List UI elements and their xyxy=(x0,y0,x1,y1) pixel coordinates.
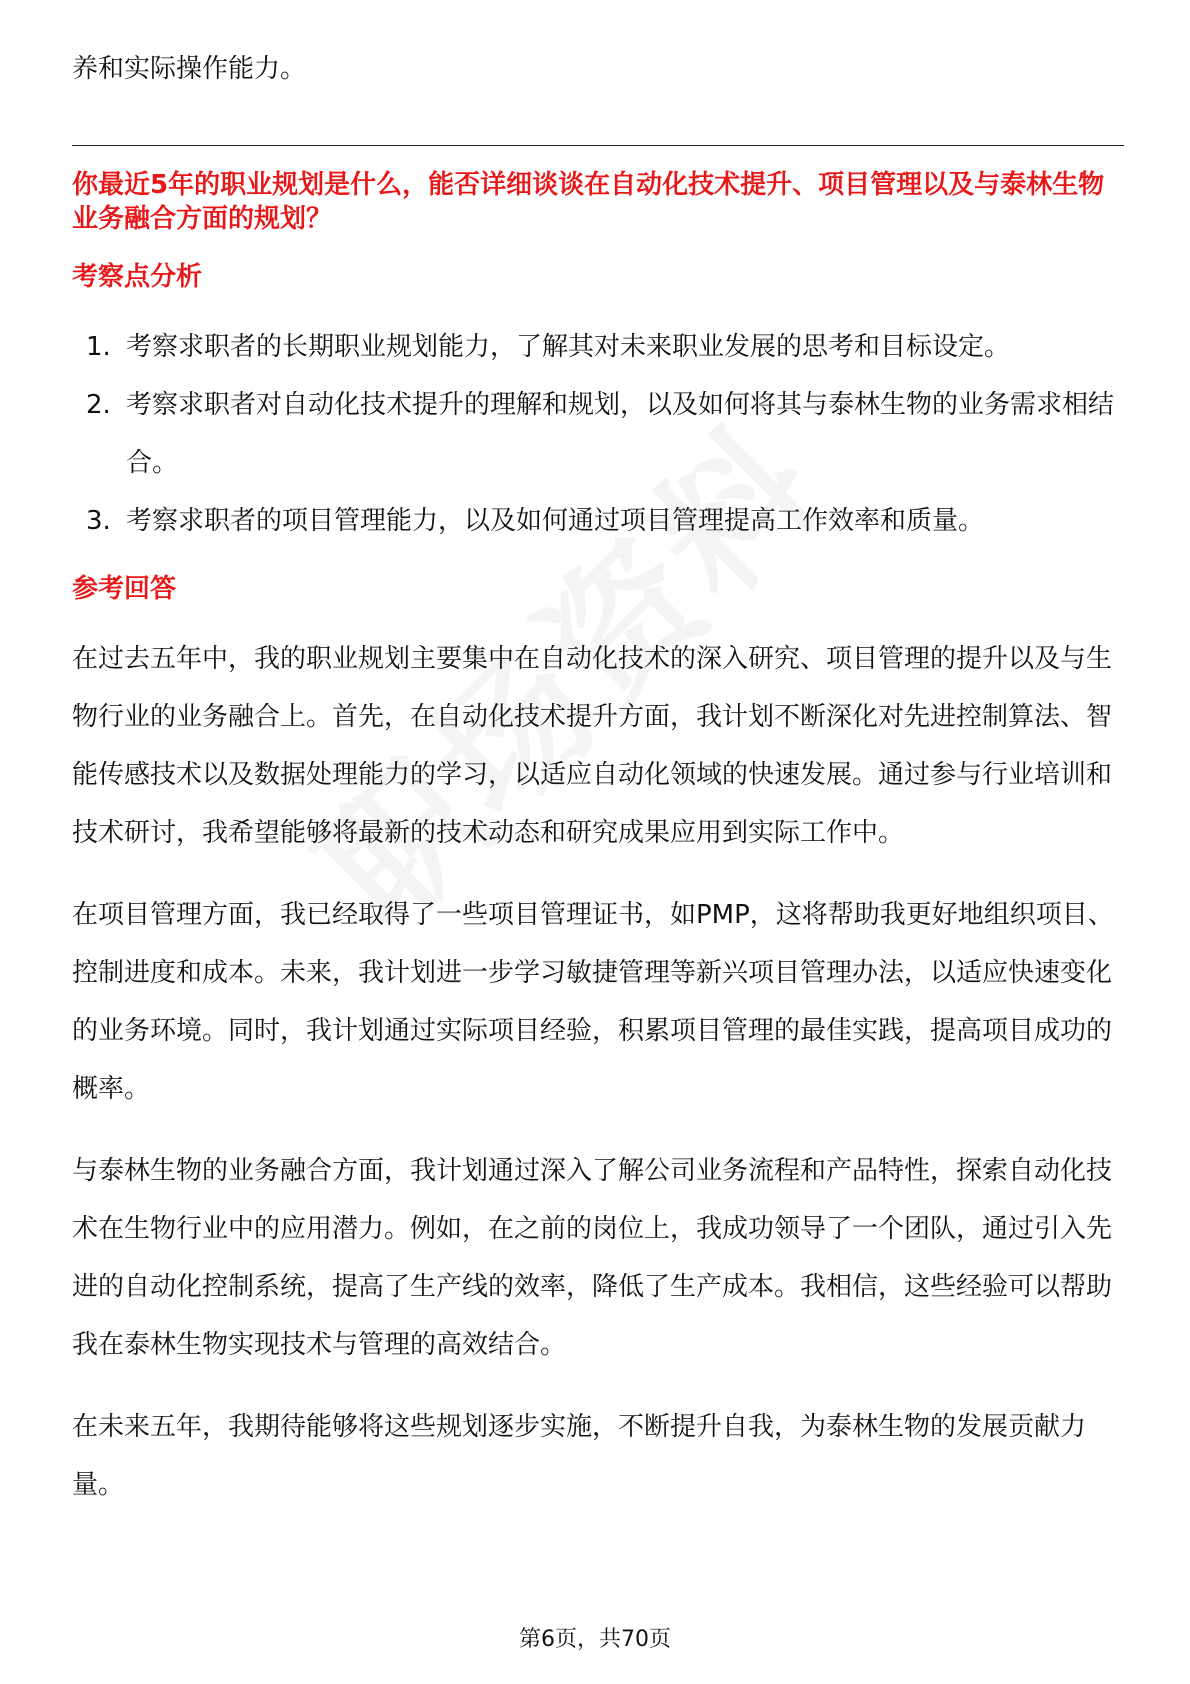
analysis-point-number: 1. xyxy=(86,332,111,362)
analysis-point xyxy=(72,376,1122,492)
analysis-point-number: 3. xyxy=(86,506,111,536)
analysis-points-list xyxy=(72,318,1122,550)
analysis-point-text: 考察求职者对自动化技术提升的理解和规划，以及如何将其与泰林生物的业务需求相结合。 xyxy=(126,390,1115,478)
section-divider xyxy=(72,145,1124,146)
analysis-title: 考察点分析 xyxy=(72,262,203,292)
page-content xyxy=(72,40,1122,1514)
answer-paragraph: 在项目管理方面，我已经取得了一些项目管理证书，如PMP，这将帮助我更好地组织项目、控制进度和成本。未来，我计划进一步学习敏捷管理等新兴项目管理办法，以适应快速变化的业务环境。同时，我计划通过实际项目经验，积累项目管理的最佳实践，提高项目成功的概率。 xyxy=(72,900,1114,1104)
answer-title: 参考回答 xyxy=(72,574,177,604)
answer-paragraph: 在未来五年，我期待能够将这些规划逐步实施，不断提升自我，为泰林生物的发展贡献力量。 xyxy=(72,1412,1087,1500)
analysis-point-text: 考察求职者的长期职业规划能力，了解其对未来职业发展的思考和目标设定。 xyxy=(126,332,1011,362)
page-number-footer: 第6页，共70页 xyxy=(519,1627,671,1652)
answer-paragraph: 与泰林生物的业务融合方面，我计划通过深入了解公司业务流程和产品特性，探索自动化技术在生物行业中的应用潜力。例如，在之前的岗位上，我成功领导了一个团队，通过引入先进的自动化控制系统，提高了生产线的效率，降低了生产成本。我相信，这些经验可以帮助我在泰林生物实现技术与管理的高效结合。 xyxy=(72,1156,1113,1360)
analysis-point xyxy=(72,318,1122,376)
analysis-point-number: 2. xyxy=(86,390,111,420)
analysis-point-text: 考察求职者的项目管理能力，以及如何通过项目管理提高工作效率和质量。 xyxy=(126,506,985,536)
intro-tail-text: 养和实际操作能力。 xyxy=(72,54,307,84)
analysis-point xyxy=(72,492,1122,550)
answer-paragraph: 在过去五年中，我的职业规划主要集中在自动化技术的深入研究、项目管理的提升以及与生物行业的业务融合上。首先，在自动化技术提升方面，我计划不断深化对先进控制算法、智能传感技术以及数据处理能力的学习，以适应自动化领域的快速发展。通过参与行业培训和技术研讨，我希望能够将最新的技术动态和研究成果应用到实际工作中。 xyxy=(72,644,1113,848)
question-heading: 你最近5年的职业规划是什么，能否详细谈谈在自动化技术提升、项目管理以及与泰林生物业务融合方面的规划？ xyxy=(72,170,1105,234)
